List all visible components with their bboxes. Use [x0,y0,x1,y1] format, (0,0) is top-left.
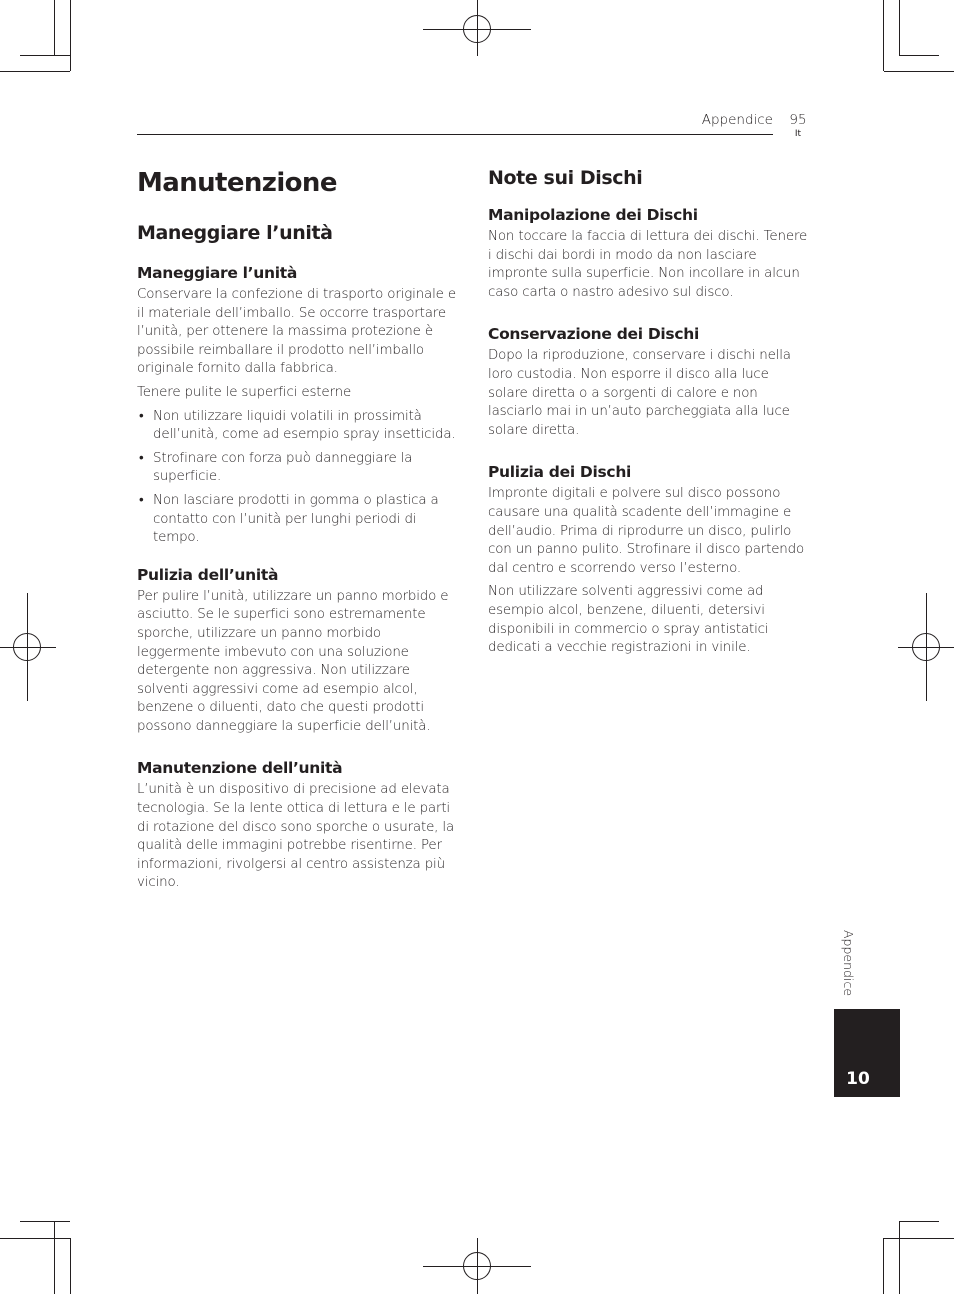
page-title: Manutenzione [137,168,337,198]
crop-mark [899,0,900,55]
header-section: Appendice [701,112,773,128]
crop-mark [70,1238,71,1294]
section-heading-handling-unit: Maneggiare l’unità [137,222,333,244]
crop-mark [899,1221,900,1294]
crop-mark [883,1238,884,1294]
paragraph: Non utilizzare solventi aggressivi come ad esempio alcol, benzene, diluenti, detersivi disponibili in commercio o spray antistatici dedicati a vecchie registrazioni in vinile. [488,584,769,656]
side-section-label: Appendice [841,930,856,997]
crop-mark [884,1238,954,1239]
subheading-handling-unit: Maneggiare l’unità [137,264,297,282]
list-item: • Strofinare con forza può danneggiare la superficie. [139,450,413,485]
section-heading-disc-notes: Note sui Dischi [488,167,643,189]
page-number: 95 [789,112,807,128]
registration-mark [463,15,491,43]
header-rule [137,134,773,135]
language-code: It [794,129,802,139]
bullet-icon: • [139,408,144,424]
paragraph: Conservare la confezione di trasporto originale e il materiale dell’imballo. Se occorre trasportare l’unità, per ottenere la massima protezione è possibile reimballare il prodotto nell’imballo originale fornito dalla fabbrica. [137,287,456,377]
list-item: • Non utilizzare liquidi volatili in prossimità dell’unità, come ad esempio spray insetticida. [139,408,456,443]
crop-mark [899,1221,939,1222]
crop-mark [883,0,884,71]
right-column [488,160,810,658]
registration-mark [463,1252,491,1280]
crop-mark [884,71,954,72]
subheading-disc-cleaning: Pulizia dei Dischi [488,463,632,482]
crop-mark [899,55,939,56]
subheading-maintenance-unit: Manutenzione dell’unità [137,759,343,778]
crop-mark [0,1238,70,1239]
subheading-cleaning-unit: Pulizia dell’unità [137,565,279,584]
crop-mark [70,0,71,71]
bullet-icon: • [139,450,144,466]
subheading-disc-handling: Manipolazione dei Dischi [488,206,698,224]
bullet-icon: • [139,492,144,508]
paragraph: Tenere pulite le superfici esterne [137,384,352,400]
list-item: • Non lasciare prodotti in gomma o plastica a contatto con l’unità per lunghi periodi di tempo. [139,492,439,546]
paragraph: Dopo la riproduzione, conservare i dischi nella loro custodia. Non esporre il disco alla luce solare diretta o a sorgenti di calore e non lasciarlo mai in un’auto parcheggiata alla luce solare diretta. [488,348,791,438]
subheading-disc-storage: Conservazione dei Dischi [488,325,699,344]
paragraph: Per pulire l’unità, utilizzare un panno morbido e asciutto. Se le superfici sono estremamente sporche, utilizzare un panno morbido leggermente imbevuto con una soluzione detergente non aggressiva. Non utilizzare solventi aggressivi come ad esempio alcol, benzene o diluenti, dato che questi prodotti possono danneggiare la superficie dell’unità. [137,588,449,734]
registration-mark [13,633,41,661]
registration-mark [912,633,940,661]
left-column [137,160,459,893]
crop-mark [54,0,55,55]
bullet-list [137,408,459,548]
paragraph: L’unità è un dispositivo di precisione ad elevata tecnologia. Se la lente ottica di lettura e le parti di rotazione del disco sono sporche o usurate, la qualità delle immagini potrebbe risentirne. Per informazioni, rivolgersi al centro assistenza più vicino. [137,782,455,891]
paragraph: Impronte digitali e polvere sul disco possono causare una qualità scadente dell’immagine e dell’audio. Prima di riprodurre un disco, pulirlo con un panno pulito. Strofinare il disco partendo dal centro e scorrendo verso l’esterno. [488,486,805,576]
crop-mark [54,1221,55,1294]
crop-mark [20,1221,70,1222]
chapter-number: 10 [846,1069,870,1089]
crop-mark [20,55,70,56]
crop-mark [0,71,70,72]
paragraph: Non toccare la faccia di lettura dei dischi. Tenere i dischi dai bordi in modo da non lasciare impronte sulla superficie. Non incollare in alcun caso carta o nastro adesivo sul disco. [488,229,808,300]
